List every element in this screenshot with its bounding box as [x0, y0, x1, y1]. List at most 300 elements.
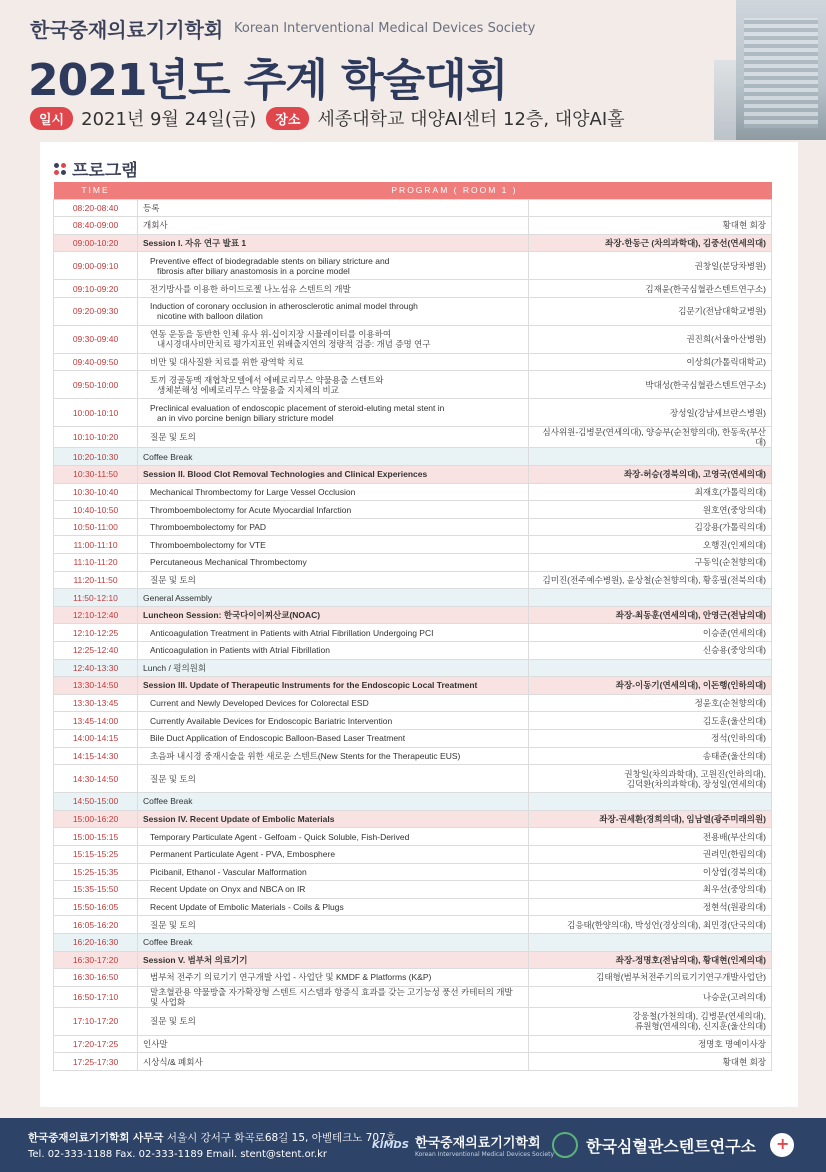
- row-speaker-text: 구동익(순천향의대): [694, 557, 766, 568]
- row-program: [138, 747, 529, 765]
- table-row: [54, 729, 772, 747]
- row-program-text: Session I. 자유 연구 발표 1: [143, 237, 247, 248]
- org-name-ko: 한국중재의료기기학회: [30, 18, 224, 42]
- row-speaker-text: 권진희(서울아산병원): [686, 334, 766, 345]
- table-row: [54, 659, 772, 677]
- row-speaker: [529, 881, 772, 899]
- row-program-text: Current and Newly Developed Devices for Colorectal ESD: [150, 698, 369, 709]
- row-program: [138, 642, 529, 660]
- table-row: [54, 1053, 772, 1071]
- row-time: 12:10-12:40: [54, 606, 138, 624]
- row-speaker: [529, 234, 772, 252]
- row-speaker-text: 송태준(울산의대): [702, 750, 766, 761]
- program-heading-text: 프로그램: [72, 161, 138, 181]
- row-speaker: [529, 371, 772, 399]
- row-time: 17:10-17:20: [54, 1007, 138, 1035]
- row-program: [138, 881, 529, 899]
- table-row: [54, 916, 772, 934]
- row-time: 10:10-10:20: [54, 427, 138, 448]
- row-time: 15:35-15:50: [54, 881, 138, 899]
- row-speaker: [529, 199, 772, 217]
- row-program-text: Picibanil, Ethanol - Vascular Malformation: [150, 866, 307, 877]
- row-program: [138, 483, 529, 501]
- program-heading: [54, 156, 138, 181]
- row-speaker-text: 김미진(전주예수병원), 윤상철(순천향의대), 황홍필(전북의대): [542, 574, 766, 585]
- row-speaker: [529, 969, 772, 987]
- row-program: [138, 694, 529, 712]
- header: [0, 0, 826, 140]
- row-speaker-text: 김재윤(한국심혈관스텐트연구소): [645, 283, 766, 294]
- row-program-text: Thromboembolectomy for PAD: [150, 522, 267, 533]
- table-row: [54, 881, 772, 899]
- row-program: [138, 554, 529, 572]
- row-speaker-text-line2: 류원형(연세의대), 신지훈(울산의대): [634, 1021, 766, 1032]
- table-row: [54, 828, 772, 846]
- row-time: 09:20-09:30: [54, 297, 138, 325]
- row-program: [138, 986, 529, 1007]
- row-program: [138, 659, 529, 677]
- row-time: 11:50-12:10: [54, 589, 138, 607]
- row-program-text: 질문 및 토의: [150, 1016, 196, 1027]
- secretariat-name: 한국중재의료기기학회 사무국: [28, 1132, 164, 1144]
- row-time: 11:10-11:20: [54, 554, 138, 572]
- row-program-text: 초음파 내시경 중재시술을 위한 새로운 스텐트(New Stents for the Therapeutic EUS): [150, 750, 461, 761]
- row-program: [138, 828, 529, 846]
- row-speaker: [529, 217, 772, 235]
- row-speaker: [529, 1035, 772, 1053]
- row-program-text: Temporary Particulate Agent - Gelfoam - Quick Soluble, Fish-Derived: [150, 831, 410, 842]
- row-program: [138, 448, 529, 466]
- footer-address: [28, 1130, 396, 1145]
- table-row: [54, 845, 772, 863]
- place-badge: 장소: [266, 107, 309, 130]
- row-speaker: [529, 325, 772, 353]
- table-row: [54, 589, 772, 607]
- table-row: [54, 427, 772, 448]
- row-program: [138, 969, 529, 987]
- row-time: 13:45-14:00: [54, 712, 138, 730]
- row-time: 10:50-11:00: [54, 518, 138, 536]
- row-program-text-line2: fibrosis after biliary anastomosis in a porcine model: [157, 265, 350, 276]
- row-speaker-text: 박대성(한국심혈관스텐트연구소): [645, 379, 766, 390]
- row-program: [138, 810, 529, 828]
- row-program: [138, 793, 529, 811]
- row-program-text: 범부처 전주기 의료기기 연구개발 사업 - 사업단 및 KMDF & Platforms (K&P): [150, 972, 432, 983]
- table-row: [54, 466, 772, 484]
- row-program-text: Session II. Blood Clot Removal Technologies and Clinical Experiences: [143, 469, 428, 480]
- row-time: 11:00-11:10: [54, 536, 138, 554]
- row-time: 12:25-12:40: [54, 642, 138, 660]
- table-row: [54, 624, 772, 642]
- row-program-text: Currently Available Devices for Endoscopic Bariatric Intervention: [150, 715, 393, 726]
- row-speaker: [529, 589, 772, 607]
- row-program-text: Thromboembolectomy for VTE: [150, 539, 266, 550]
- row-program-text: 토끼 경골동맥 재협착모델에서 에베로리무스 약물용출 스텐트와: [150, 374, 384, 385]
- row-speaker: [529, 518, 772, 536]
- table-row: [54, 280, 772, 298]
- row-program-text: Bile Duct Application of Endoscopic Balloon-Based Laser Treatment: [150, 733, 406, 744]
- table-row: [54, 353, 772, 371]
- table-row: [54, 694, 772, 712]
- row-program-text: 말초혈관용 약물방출 자가확장형 스텐트 시스템과 항증식 효과를 갖는 고기능성 풍선 카테터의 개발 및 사업화: [150, 986, 513, 1007]
- contact-info: Tel. 02-333-1188 Fax. 02-333-1189 Email. stent@stent.or.kr: [28, 1149, 328, 1160]
- row-program: [138, 501, 529, 519]
- row-program: [138, 427, 529, 448]
- row-program-text: 비만 및 대사질환 치료를 위한 광역학 치료: [150, 357, 304, 368]
- table-row: [54, 554, 772, 572]
- row-program-text-line2: 내시경대사비만치료 평가지표인 위배출지연의 정량적 검증: 개념 증명 연구: [157, 339, 431, 350]
- event-date: 2021년 9월 24일(금): [81, 109, 257, 130]
- table-row: [54, 969, 772, 987]
- row-speaker-text: 나승운(고려의대): [702, 991, 766, 1002]
- row-time: 09:30-09:40: [54, 325, 138, 353]
- table-row: [54, 536, 772, 554]
- row-program: [138, 916, 529, 934]
- row-program: [138, 353, 529, 371]
- medical-cross-icon: [770, 1133, 794, 1157]
- row-speaker: [529, 677, 772, 695]
- row-program-text: 전기방사를 이용한 하이드로젤 나노섬유 스텐트의 개발: [150, 283, 351, 294]
- row-program-text: 질문 및 토의: [150, 432, 196, 443]
- row-speaker: [529, 554, 772, 572]
- table-row: [54, 399, 772, 427]
- footer: [0, 1118, 826, 1172]
- row-speaker: [529, 448, 772, 466]
- row-program: [138, 606, 529, 624]
- row-speaker: [529, 427, 772, 448]
- row-speaker: [529, 536, 772, 554]
- row-speaker-text: 좌장-한동근 (차의과학대), 김중선(연세의대): [605, 237, 766, 248]
- row-program-text: Percutaneous Mechanical Thrombectomy: [150, 557, 307, 568]
- table-row: [54, 986, 772, 1007]
- row-program-text-line2: 생체분해성 에베로리무스 약물용출 지지체의 비교: [157, 384, 339, 395]
- row-program-text: Recent Update on Onyx and NBCA on IR: [150, 884, 306, 895]
- row-speaker: [529, 765, 772, 793]
- row-time: 15:15-15:25: [54, 845, 138, 863]
- row-program: [138, 466, 529, 484]
- row-time: 09:50-10:00: [54, 371, 138, 399]
- row-speaker-text: 최재호(가톨릭의대): [694, 486, 766, 497]
- row-program-text: 연동 운동을 동반한 인체 유사 위-십이지장 시뮬레이터를 이용하여: [150, 329, 392, 340]
- row-program-text: Recent Update of Embolic Materials - Coils & Plugs: [150, 902, 344, 913]
- table-row: [54, 518, 772, 536]
- row-speaker: [529, 624, 772, 642]
- row-speaker: [529, 399, 772, 427]
- table-row: [54, 747, 772, 765]
- table-row: [54, 199, 772, 217]
- row-program: [138, 1035, 529, 1053]
- row-speaker-text: 전용배(부산의대): [702, 831, 766, 842]
- row-speaker-text: 심사위원-김병문(연세의대), 양승부(순천향의대), 한동욱(부산대): [542, 427, 766, 448]
- row-program-text: Mechanical Thrombectomy for Large Vessel Occlusion: [150, 486, 356, 497]
- row-speaker-text: 권려민(한림의대): [702, 849, 766, 860]
- kssi-emblem-icon: [552, 1132, 578, 1158]
- row-program-text: Session V. 범부처 의료기기: [143, 954, 248, 965]
- row-program-text: 시상식/& 폐회사: [143, 1056, 203, 1067]
- kimds-name: 한국중재의료기기학회: [414, 1136, 541, 1151]
- row-speaker-text: 정석(인하의대): [711, 733, 766, 744]
- table-row: [54, 1035, 772, 1053]
- row-time: 10:40-10:50: [54, 501, 138, 519]
- row-program: [138, 1007, 529, 1035]
- row-program: [138, 571, 529, 589]
- row-time: 15:50-16:05: [54, 898, 138, 916]
- row-speaker: [529, 501, 772, 519]
- row-speaker-text: 좌장-권세환(경희의대), 임남열(광주미래의원): [599, 814, 766, 825]
- row-time: 16:30-17:20: [54, 951, 138, 969]
- row-program-text: Preventive effect of biodegradable stents on biliary stricture and: [150, 255, 390, 266]
- table-row: [54, 642, 772, 660]
- table-row: [54, 501, 772, 519]
- row-time: 13:30-13:45: [54, 694, 138, 712]
- table-row: [54, 448, 772, 466]
- row-time: 16:50-17:10: [54, 986, 138, 1007]
- date-badge: 일시: [30, 107, 73, 130]
- row-speaker: [529, 898, 772, 916]
- row-program-text: Coffee Break: [143, 937, 193, 948]
- building-image: [736, 0, 826, 140]
- row-speaker: [529, 694, 772, 712]
- row-time: 13:30-14:50: [54, 677, 138, 695]
- row-program: [138, 536, 529, 554]
- row-time: 08:40-09:00: [54, 217, 138, 235]
- row-program-text-line2: an in vivo porcine benign biliary stricture model: [157, 412, 334, 423]
- row-time: 10:30-11:50: [54, 466, 138, 484]
- row-speaker: [529, 483, 772, 501]
- row-speaker-text: 이상엽(경북의대): [702, 866, 766, 877]
- table-row: [54, 765, 772, 793]
- row-program: [138, 624, 529, 642]
- row-speaker: [529, 606, 772, 624]
- program-column-header: PROGRAM ( ROOM 1 ): [138, 182, 772, 199]
- time-column-header: TIME: [54, 182, 138, 199]
- row-speaker: [529, 916, 772, 934]
- row-speaker-text: 김태형(범부처전주기의료기기연구개발사업단): [596, 972, 766, 983]
- row-program: [138, 371, 529, 399]
- row-time: 15:00-16:20: [54, 810, 138, 828]
- row-program: [138, 729, 529, 747]
- row-time: 11:20-11:50: [54, 571, 138, 589]
- row-speaker: [529, 466, 772, 484]
- table-row: [54, 712, 772, 730]
- row-program: [138, 217, 529, 235]
- row-speaker-text: 이상희(가톨릭대학교): [686, 357, 766, 368]
- row-program: [138, 297, 529, 325]
- event-place: 세종대학교 대양AI센터 12층, 대양AI홀: [317, 109, 625, 130]
- row-program-text: Luncheon Session: 한국다이이찌산쿄(NOAC): [143, 610, 321, 621]
- row-program: [138, 845, 529, 863]
- table-row: [54, 606, 772, 624]
- row-speaker: [529, 571, 772, 589]
- address-text: 서울시 강서구 화곡로68길 15, 아벨테크노 707호: [166, 1132, 396, 1144]
- row-speaker: [529, 252, 772, 280]
- row-program: [138, 325, 529, 353]
- row-program-text: Induction of coronary occlusion in atherosclerotic animal model through: [150, 301, 418, 312]
- row-time: 14:15-14:30: [54, 747, 138, 765]
- table-row: [54, 951, 772, 969]
- row-time: 12:40-13:30: [54, 659, 138, 677]
- table-row: [54, 297, 772, 325]
- row-time: 17:20-17:25: [54, 1035, 138, 1053]
- kssi-name: 한국심혈관스텐트연구소: [586, 1136, 757, 1156]
- row-speaker: [529, 747, 772, 765]
- row-speaker: [529, 810, 772, 828]
- row-speaker-text: 황대현 회장: [722, 220, 766, 231]
- page-title: 2021년도 추계 학술대회: [28, 55, 508, 106]
- table-row: [54, 810, 772, 828]
- row-time: 12:10-12:25: [54, 624, 138, 642]
- row-program-text: 질문 및 토의: [150, 919, 196, 930]
- row-time: 16:05-16:20: [54, 916, 138, 934]
- row-speaker-text: 오행진(인제의대): [702, 539, 766, 550]
- row-time: 15:00-15:15: [54, 828, 138, 846]
- row-program: [138, 1053, 529, 1071]
- row-speaker: [529, 1053, 772, 1071]
- dots-icon: [54, 163, 66, 175]
- row-program-text: 질문 및 토의: [150, 773, 196, 784]
- row-program: [138, 765, 529, 793]
- row-time: 09:10-09:20: [54, 280, 138, 298]
- table-row: [54, 483, 772, 501]
- row-speaker: [529, 793, 772, 811]
- row-speaker: [529, 659, 772, 677]
- row-speaker: [529, 712, 772, 730]
- table-row: [54, 863, 772, 881]
- row-program-text: 등록: [143, 202, 160, 213]
- table-row: [54, 677, 772, 695]
- table-row: [54, 371, 772, 399]
- row-speaker: [529, 280, 772, 298]
- row-program-text: Coffee Break: [143, 796, 193, 807]
- row-program: [138, 252, 529, 280]
- row-program: [138, 863, 529, 881]
- table-row: [54, 325, 772, 353]
- row-speaker-text: 신승용(중앙의대): [702, 645, 766, 656]
- row-program-text: 질문 및 토의: [150, 574, 196, 585]
- row-speaker-text: 황대현 회장: [722, 1056, 766, 1067]
- row-speaker: [529, 642, 772, 660]
- row-speaker-text: 좌장-정명호(전남의대), 황대현(인제의대): [615, 954, 766, 965]
- row-speaker: [529, 1007, 772, 1035]
- row-program: [138, 280, 529, 298]
- row-program-text: Coffee Break: [143, 451, 193, 462]
- row-program: [138, 951, 529, 969]
- row-program: [138, 677, 529, 695]
- table-row: [54, 793, 772, 811]
- table-row: [54, 1007, 772, 1035]
- row-time: 10:00-10:10: [54, 399, 138, 427]
- row-time: 17:25-17:30: [54, 1053, 138, 1071]
- row-time: 16:20-16:30: [54, 933, 138, 951]
- row-speaker: [529, 828, 772, 846]
- row-speaker-text: 장성일(강남세브란스병원): [670, 407, 766, 418]
- row-speaker-text: 최우선(중앙의대): [702, 884, 766, 895]
- row-speaker-text: 좌장-이동기(연세의대), 이돈행(인하의대): [615, 680, 766, 691]
- row-program-text: Anticoagulation in Patients with Atrial Fibrillation: [150, 645, 331, 656]
- org-name-en: Korean Interventional Medical Devices Society: [234, 21, 536, 36]
- row-program-text: Thromboembolectomy for Acute Myocardial Infarction: [150, 504, 352, 515]
- table-row: [54, 252, 772, 280]
- row-program-text: Anticoagulation Treatment in Patients with Atrial Fibrillation Undergoing PCI: [150, 627, 434, 638]
- row-program-text: 인사말: [143, 1038, 168, 1049]
- row-speaker-text: 이승준(연세의대): [702, 627, 766, 638]
- row-speaker: [529, 863, 772, 881]
- row-speaker-text: 원호연(중앙의대): [702, 504, 766, 515]
- row-program-text: Preclinical evaluation of endoscopic placement of steroid-eluting metal stent in: [150, 402, 445, 413]
- row-speaker-text: 정명호 명예이사장: [697, 1038, 766, 1049]
- row-program-text: General Assembly: [143, 592, 212, 603]
- row-speaker: [529, 986, 772, 1007]
- row-program: [138, 589, 529, 607]
- row-time: 14:50-15:00: [54, 793, 138, 811]
- row-speaker: [529, 845, 772, 863]
- row-time: 14:30-14:50: [54, 765, 138, 793]
- kimds-logo-mark: KIMDS: [372, 1139, 409, 1151]
- program-rows: [54, 199, 772, 1070]
- row-time: 10:20-10:30: [54, 448, 138, 466]
- row-speaker-text: 김문기(전남대학교병원): [678, 306, 766, 317]
- row-time: 09:40-09:50: [54, 353, 138, 371]
- row-program-text-line2: nicotine with balloon dilation: [157, 311, 263, 322]
- row-program: [138, 199, 529, 217]
- row-program-text: 개회사: [143, 220, 168, 231]
- row-program: [138, 518, 529, 536]
- event-info: [30, 106, 635, 130]
- kimds-name-en: Korean Interventional Medical Devices Society: [414, 1151, 555, 1158]
- row-program: [138, 712, 529, 730]
- row-program: [138, 399, 529, 427]
- row-time: 16:30-16:50: [54, 969, 138, 987]
- row-program: [138, 234, 529, 252]
- table-row: [54, 571, 772, 589]
- row-speaker: [529, 933, 772, 951]
- table-row: [54, 898, 772, 916]
- row-speaker-text: 권창일(분당차병원): [694, 260, 766, 271]
- row-speaker-text: 정윤호(순천향의대): [694, 698, 766, 709]
- row-speaker-text: 김도훈(울산의대): [702, 715, 766, 726]
- row-speaker-text: 정현석(원광의대): [702, 902, 766, 913]
- row-speaker: [529, 353, 772, 371]
- row-program-text: Session IV. Recent Update of Embolic Materials: [143, 814, 335, 825]
- row-time: 10:30-10:40: [54, 483, 138, 501]
- table-row: [54, 933, 772, 951]
- row-speaker-text: 김강용(가톨릭의대): [694, 522, 766, 533]
- row-speaker: [529, 297, 772, 325]
- row-time: 08:20-08:40: [54, 199, 138, 217]
- row-program: [138, 933, 529, 951]
- row-speaker: [529, 729, 772, 747]
- row-time: 09:00-09:10: [54, 252, 138, 280]
- row-program-text: Lunch / 평의원회: [143, 662, 207, 673]
- row-speaker-text: 좌장-허승(경북의대), 고영국(연세의대): [623, 469, 766, 480]
- row-speaker: [529, 951, 772, 969]
- row-speaker-text: 권창일(차의과학대), 고원진(인하의대),: [624, 768, 766, 779]
- row-speaker-text: 강웅철(가천의대), 김병문(연세의대),: [632, 1011, 766, 1022]
- table-row: [54, 234, 772, 252]
- table-row: [54, 217, 772, 235]
- row-speaker-text: 김응태(한양의대), 박성언(경상의대), 최민경(단국의대): [567, 919, 766, 930]
- row-time: 15:25-15:35: [54, 863, 138, 881]
- kssi-logo: [552, 1132, 794, 1158]
- row-program-text: Session III. Update of Therapeutic Instruments for the Endoscopic Local Treatment: [143, 680, 478, 691]
- row-program-text: Permanent Particulate Agent - PVA, Embosphere: [150, 849, 336, 860]
- program-table: [53, 182, 772, 1071]
- row-time: 09:00-10:20: [54, 234, 138, 252]
- row-speaker-text-line2: 김덕환(차의과학대), 장성일(연세의대): [626, 778, 766, 789]
- row-program: [138, 898, 529, 916]
- kimds-logo: [372, 1132, 554, 1158]
- program-card: [40, 142, 798, 1107]
